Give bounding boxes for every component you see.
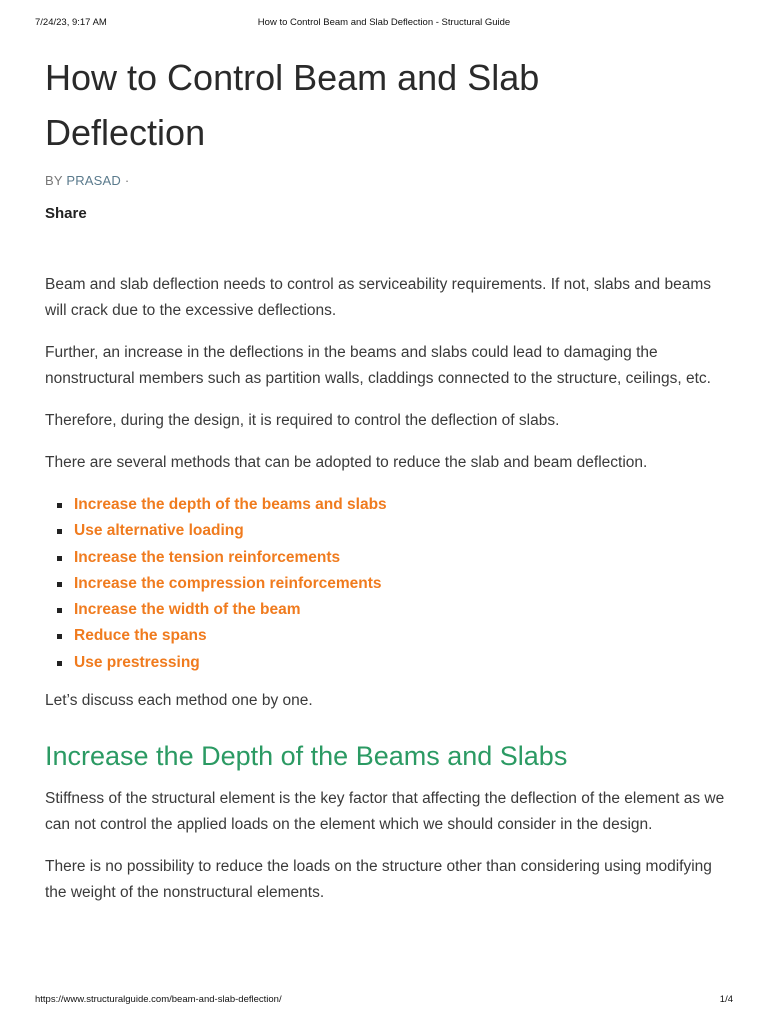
list-item [45, 518, 735, 544]
list-item [45, 650, 735, 676]
print-date: 7/24/23, 9:17 AM [35, 17, 107, 28]
page-url: https://www.structuralguide.com/beam-and-slab-deflection/ [35, 994, 282, 1005]
methods-list [45, 492, 735, 676]
method-link[interactable]: Increase the tension reinforcements [74, 548, 341, 566]
section-paragraph: Stiffness of the structural element is the key factor that affecting the deflection of the element as we can not control the applied loads on the element which we should consider in the design. [45, 790, 725, 834]
method-link[interactable]: Use prestressing [74, 653, 200, 671]
article [45, 40, 735, 906]
bullet-icon [57, 661, 62, 666]
print-page-title: How to Control Beam and Slab Deflection - Structural Guide [257, 17, 511, 28]
method-link[interactable]: Increase the depth of the beams and slabs [74, 496, 387, 513]
bullet-icon [57, 634, 62, 639]
author-link[interactable]: PRASAD [66, 173, 121, 188]
byline-prefix: BY [45, 173, 63, 188]
transition-paragraph: Let’s discuss each method one by one. [45, 692, 313, 710]
list-item [45, 623, 735, 649]
byline [45, 173, 735, 188]
section-paragraph: There is no possibility to reduce the loads on the structure other than considering using modifying the weight of the nonstructural elements. [45, 858, 712, 902]
section-heading: Increase the Depth of the Beams and Slabs [45, 741, 568, 772]
intro-paragraph: Further, an increase in the deflections in the beams and slabs could lead to damaging the nonstructural members such as partition walls, claddings connected to the structure, ceilings, etc. [45, 344, 711, 387]
bullet-icon [57, 582, 62, 587]
print-header [0, 0, 768, 40]
method-link[interactable]: Increase the width of the beam [74, 601, 301, 619]
intro-paragraph: Therefore, during the design, it is required to control the deflection of slabs. [45, 412, 560, 429]
list-item [45, 571, 735, 597]
list-item [45, 545, 735, 571]
method-link[interactable]: Reduce the spans [74, 627, 207, 645]
bullet-icon [57, 556, 62, 561]
print-footer [0, 994, 768, 1024]
intro-paragraph: There are several methods that can be adopted to reduce the slab and beam deflection. [45, 454, 648, 471]
list-item [45, 492, 735, 518]
article-title: How to Control Beam and Slab Deflection [45, 57, 540, 153]
intro-paragraph: Beam and slab deflection needs to control as serviceability requirements. If not, slabs and beams will crack due to the excessive deflections. [45, 276, 712, 319]
bullet-icon [57, 529, 62, 534]
list-item [45, 597, 735, 623]
method-link[interactable]: Increase the compression reinforcements [74, 574, 382, 592]
bullet-icon [57, 503, 62, 508]
bullet-icon [57, 608, 62, 613]
share-label: Share [45, 205, 87, 222]
method-link[interactable]: Use alternative loading [74, 522, 244, 540]
byline-separator: · [124, 173, 130, 188]
page-number: 1/4 [719, 994, 733, 1005]
